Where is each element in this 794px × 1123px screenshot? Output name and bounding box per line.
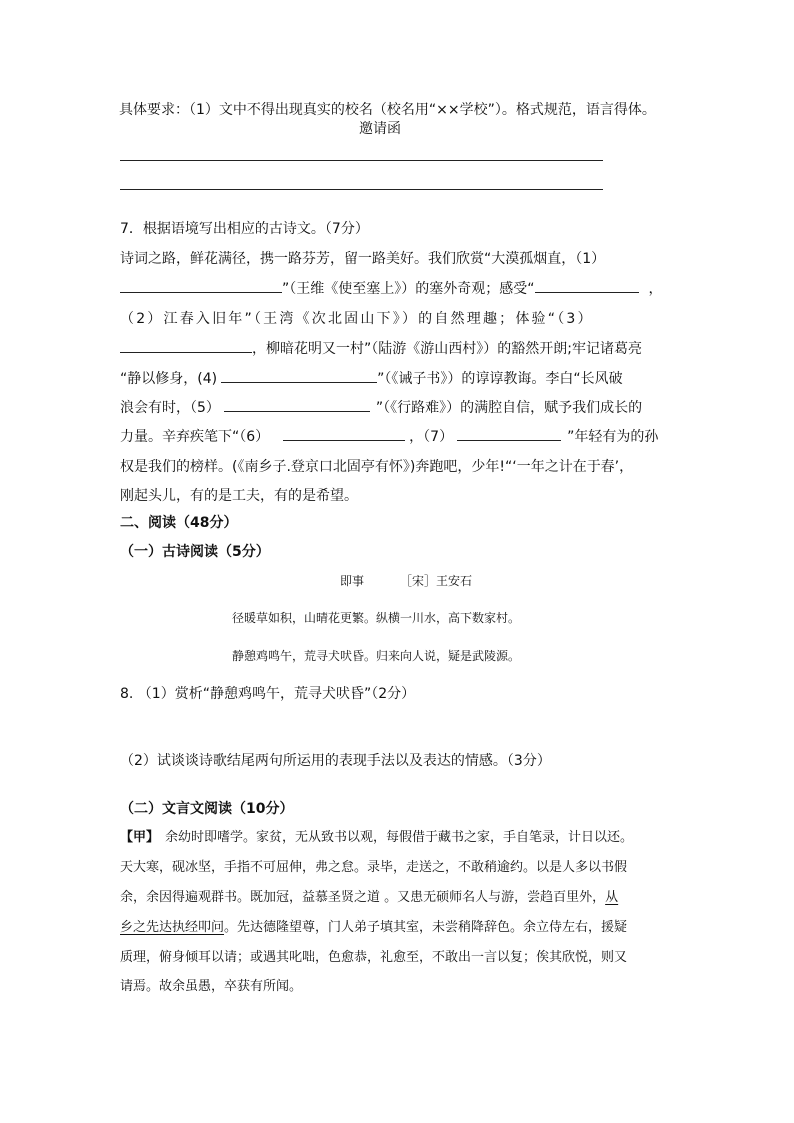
- q7-line-7-start: 力量。辛弃疾笔下“（6）: [120, 429, 270, 445]
- blank-6[interactable]: [283, 426, 405, 441]
- q7-line-5-end: ”（《诫子书》）的谆谆教诲。李白“长风破: [377, 371, 623, 387]
- blank-3[interactable]: [120, 338, 252, 353]
- q7-line-2: [120, 278, 663, 298]
- q7-line-6-start: 浪会有时，（5）: [120, 400, 220, 416]
- q8-part-2: （2）试谈谈诗歌结尾两句所运用的表现手法以及表达的情感。（3分）: [120, 753, 551, 769]
- q7-line-7: [120, 426, 658, 446]
- q7-heading: 7．根据语境写出相应的古诗文。（7分）: [120, 221, 369, 237]
- passage-jia-line-6: 请焉。故余虽愚，卒获有所闻。: [120, 979, 303, 994]
- q7-line-3: （2）江春入旧年”（王湾《次北固山下》）的自然理趣；体验“（3）: [120, 311, 594, 327]
- requirement-text: 具体要求：（1）文中不得出现真实的校名（校名用“××学校”）。格式规范，语言得体。: [119, 102, 656, 118]
- q7-line-6-end: ”（《行路难》）的满腔自信，赋予我们成长的: [375, 400, 643, 416]
- poem-reading-heading: （一）古诗阅读（5分）: [120, 544, 270, 560]
- passage-jia-line-3-text: 余，余因得遍观群书。既加冠，益慕圣贤之道 。又患无硕师名人与游，尝趋百里外，: [120, 890, 606, 905]
- poem-title: 即事: [340, 574, 365, 588]
- blank-1[interactable]: [120, 278, 282, 293]
- answer-line-2[interactable]: [120, 189, 603, 190]
- q7-line-2-text: ”（王维《使至塞上》）的塞外奇观；感受“: [282, 281, 535, 297]
- q7-line-7-mid: ，（7）: [409, 429, 454, 445]
- q7-line-9: 刚起头儿，有的是工夫，有的是希望。: [120, 488, 358, 504]
- underlined-phrase-start: 从: [605, 890, 619, 905]
- q7-line-7-end: ”年轻有为的孙: [567, 429, 659, 445]
- passage-jia-line-4-text: 。先达德隆望尊，门人弟子填其室，未尝稍降辞色。余立侍左右，援疑: [224, 920, 628, 935]
- passage-jia-line-5: 质理，俯身倾耳以请；或遇其叱咄，色愈恭，礼愈至，不敢出一言以复；俟其欣悦，则又: [120, 950, 628, 965]
- blank-5[interactable]: [224, 397, 370, 412]
- poem-line-1: 径暖草如积，山晴花更繁。纵横一川水，高下数家村。: [232, 611, 521, 625]
- q7-line-1: 诗词之路，鲜花满径，携一路芬芳，留一路美好。我们欣赏“大漠孤烟直，（1）: [120, 251, 606, 267]
- q8-part-1: 8. （1）赏析“静憩鸡鸣午，荒寻犬吠昏”（2分）: [120, 686, 416, 702]
- blank-4[interactable]: [221, 368, 377, 383]
- invitation-title: 邀请函: [359, 121, 401, 137]
- blank-7[interactable]: [457, 426, 561, 441]
- underlined-phrase: 乡之先达执经叩问: [120, 920, 225, 935]
- passage-jia-line-1-text: 余幼时即嗜学。家贫，无从致书以观，每假借于藏书之家，手自笔录，计日以还。: [165, 830, 634, 845]
- answer-line-1[interactable]: [120, 160, 603, 161]
- passage-jia-line-1: [120, 826, 633, 845]
- poem-line-2: 静憩鸡鸣午，荒寻犬吠昏。归来向人说，疑是武陵源。: [232, 649, 521, 663]
- passage-jia-line-3: [120, 886, 618, 905]
- q7-line-4-text: ，柳暗花明又一村”（陆游《游山西村》）的豁然开朗;牢记诸葛亮: [252, 341, 642, 357]
- passage-jia-tag: 【甲】: [120, 830, 160, 845]
- passage-jia-line-4: [120, 916, 627, 935]
- q7-line-8: 权是我们的榜样。(《南乡子.登京口北固亭有怀》)奔跑吧，少年!“‘一年之计在于春’，: [120, 459, 634, 475]
- section-reading-heading: 二、阅读（48分）: [120, 515, 238, 531]
- q7-line-5: [120, 368, 623, 388]
- poem-author: ［宋］王安石: [400, 574, 473, 588]
- classical-reading-heading: （二）文言文阅读（10分）: [120, 801, 294, 817]
- q7-line-2-comma: ，: [648, 281, 663, 297]
- q7-line-6: [120, 397, 642, 417]
- passage-jia-line-2: 天大寒，砚冰坚，手指不可屈伸，弗之怠。录毕，走送之，不敢稍逾约。以是人多以书假: [120, 860, 628, 875]
- q7-line-5-start: “静以修身，(4): [120, 371, 218, 387]
- blank-2[interactable]: [535, 278, 639, 293]
- q7-line-4: [120, 338, 642, 358]
